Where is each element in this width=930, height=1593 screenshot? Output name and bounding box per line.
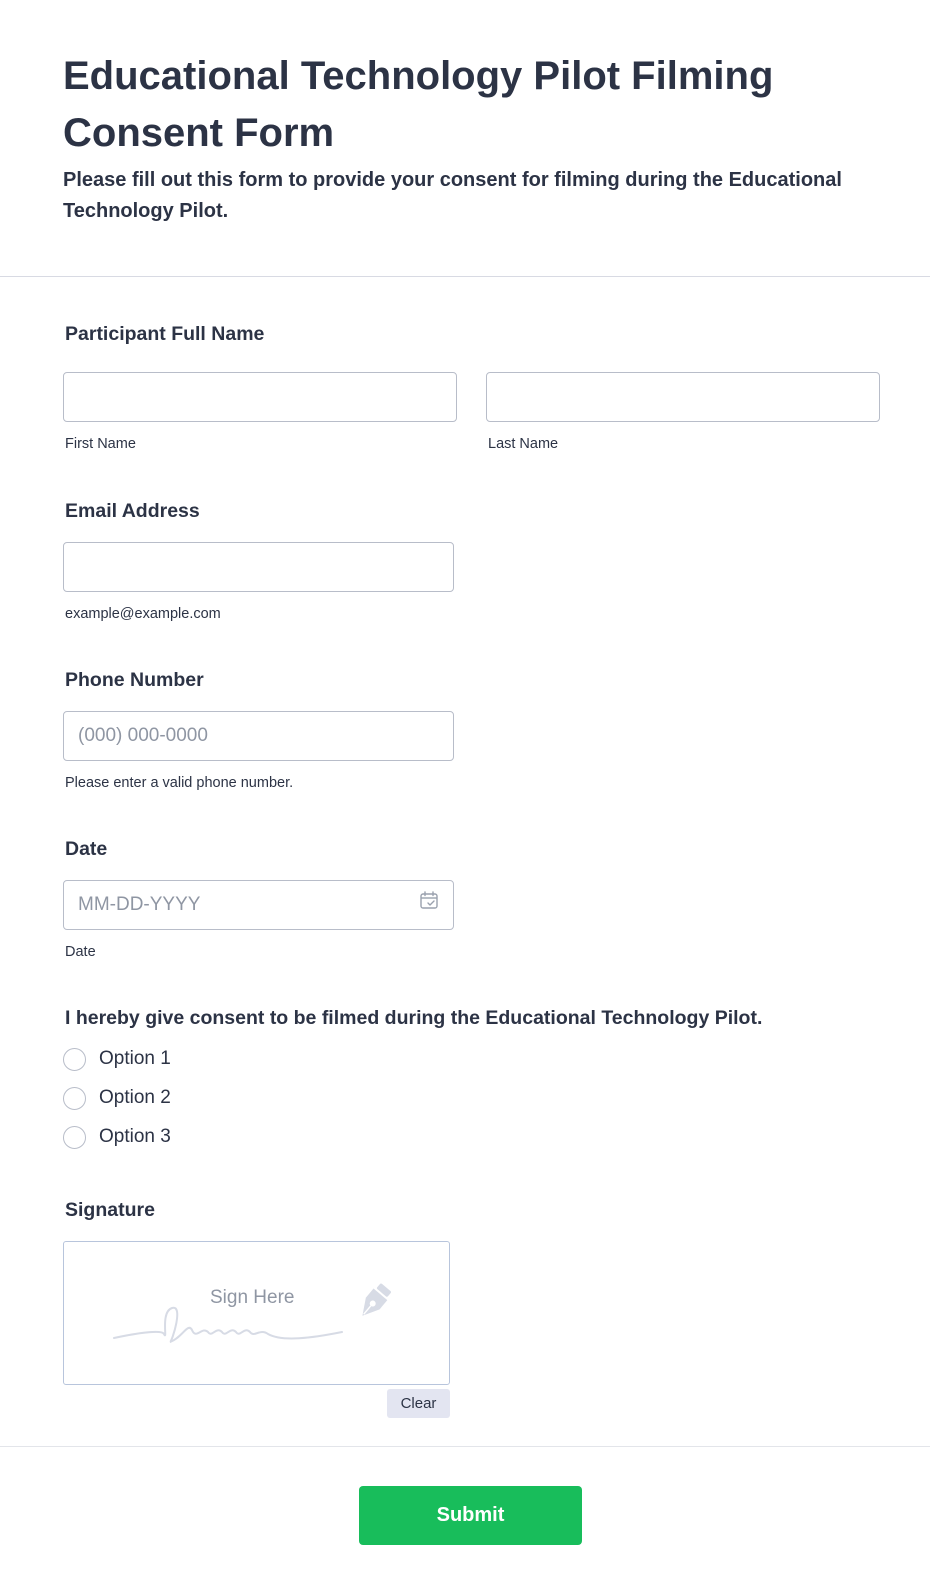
clear-signature-button[interactable]: Clear [387, 1389, 450, 1418]
option-label: Option 2 [99, 1087, 171, 1108]
first-name-sublabel: First Name [65, 436, 136, 452]
consent-option-3[interactable] [63, 1124, 171, 1150]
phone-sublabel: Please enter a valid phone number. [65, 775, 294, 791]
date-sublabel: Date [65, 944, 96, 960]
last-name-sublabel: Last Name [488, 436, 559, 452]
form-subtitle: Please fill out this form to provide your consent for filming during the Educational Technology Pilot. [63, 169, 842, 222]
phone-label: Phone Number [65, 669, 204, 691]
consent-label: I hereby give consent to be filmed during the Educational Technology Pilot. [65, 1007, 763, 1029]
email-input[interactable] [63, 542, 454, 592]
email-sublabel: example@example.com [65, 606, 221, 622]
form-title: Educational Technology Pilot Filming Consent Form [63, 54, 774, 155]
calendar-icon[interactable] [419, 890, 439, 910]
consent-option-2[interactable] [63, 1085, 171, 1111]
full-name-label: Participant Full Name [65, 323, 265, 345]
radio-button[interactable] [63, 1048, 86, 1071]
date-label: Date [65, 838, 108, 860]
phone-input[interactable] [63, 711, 454, 761]
date-input[interactable] [63, 880, 454, 930]
last-name-input[interactable] [486, 372, 880, 422]
option-label: Option 1 [99, 1048, 171, 1069]
footer-divider [0, 1446, 930, 1447]
signature-label: Signature [65, 1199, 155, 1221]
signature-pad[interactable] [63, 1241, 450, 1385]
sign-here-placeholder: Sign Here [210, 1287, 295, 1308]
submit-button[interactable]: Submit [359, 1486, 582, 1545]
radio-button[interactable] [63, 1087, 86, 1110]
email-label: Email Address [65, 500, 200, 522]
option-label: Option 3 [99, 1126, 171, 1147]
form-header [0, 0, 930, 277]
pen-nib-icon [352, 1280, 396, 1324]
consent-option-1[interactable] [63, 1046, 171, 1072]
radio-button[interactable] [63, 1126, 86, 1149]
first-name-input[interactable] [63, 372, 457, 422]
